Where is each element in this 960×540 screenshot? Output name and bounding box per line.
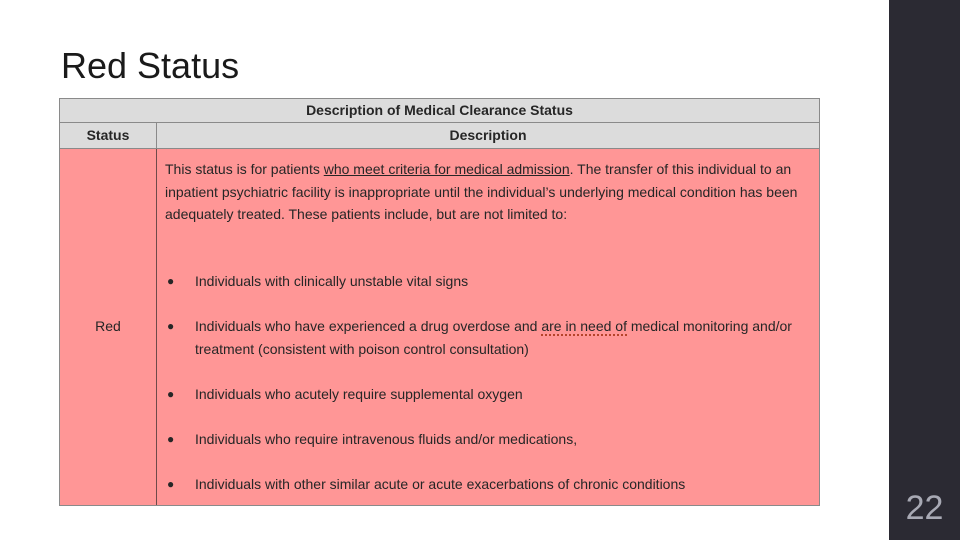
page-number: 22: [905, 489, 944, 527]
intro-text-start: This status is for patients: [165, 161, 324, 177]
side-bar: [889, 0, 960, 540]
bullet-icon: ●: [167, 387, 175, 401]
bullet-text-end: medical monitoring and/or treatment (consistent with poison control consultation): [195, 318, 792, 357]
bullet-text-start: Individuals who have experienced a drug overdose and: [195, 318, 542, 334]
bullet-text: Individuals who acutely require supplemental oxygen: [195, 386, 523, 402]
bullet-icon: ●: [167, 477, 175, 491]
description-cell: [157, 149, 819, 505]
bullet-text: Individuals who require intravenous fluids and/or medications,: [195, 431, 578, 447]
description-intro: [165, 158, 815, 226]
bullet-icon: ●: [167, 432, 175, 446]
bullet-text: Individuals with clinically unstable vital signs: [195, 273, 469, 289]
header-description: Description: [449, 127, 527, 143]
intro-text-end: . The transfer of this individual to an inpatient psychiatric facility is inappropriate until the individual’s underlying medical condition has been adequately treated. These patients include, but are not limited to:: [165, 161, 798, 222]
bullet-text: [195, 315, 815, 360]
status-cell: [60, 149, 157, 505]
intro-underlined-text: who meet criteria for medical admission: [323, 161, 570, 177]
bullet-text: Individuals with other similar acute or acute exacerbations of chronic conditions: [195, 476, 686, 492]
bullet-icon: ●: [167, 319, 175, 333]
table-row: [59, 149, 820, 506]
spellcheck-flagged-text: are in need of: [541, 318, 627, 334]
medical-clearance-table: [58, 97, 822, 507]
slide-title: Red Status: [61, 45, 240, 86]
header-status: Status: [60, 123, 157, 148]
table-header-row: [59, 123, 820, 149]
table-caption: Description of Medical Clearance Status: [59, 98, 820, 123]
status-value: Red: [95, 318, 121, 334]
bullet-icon: ●: [167, 274, 175, 288]
